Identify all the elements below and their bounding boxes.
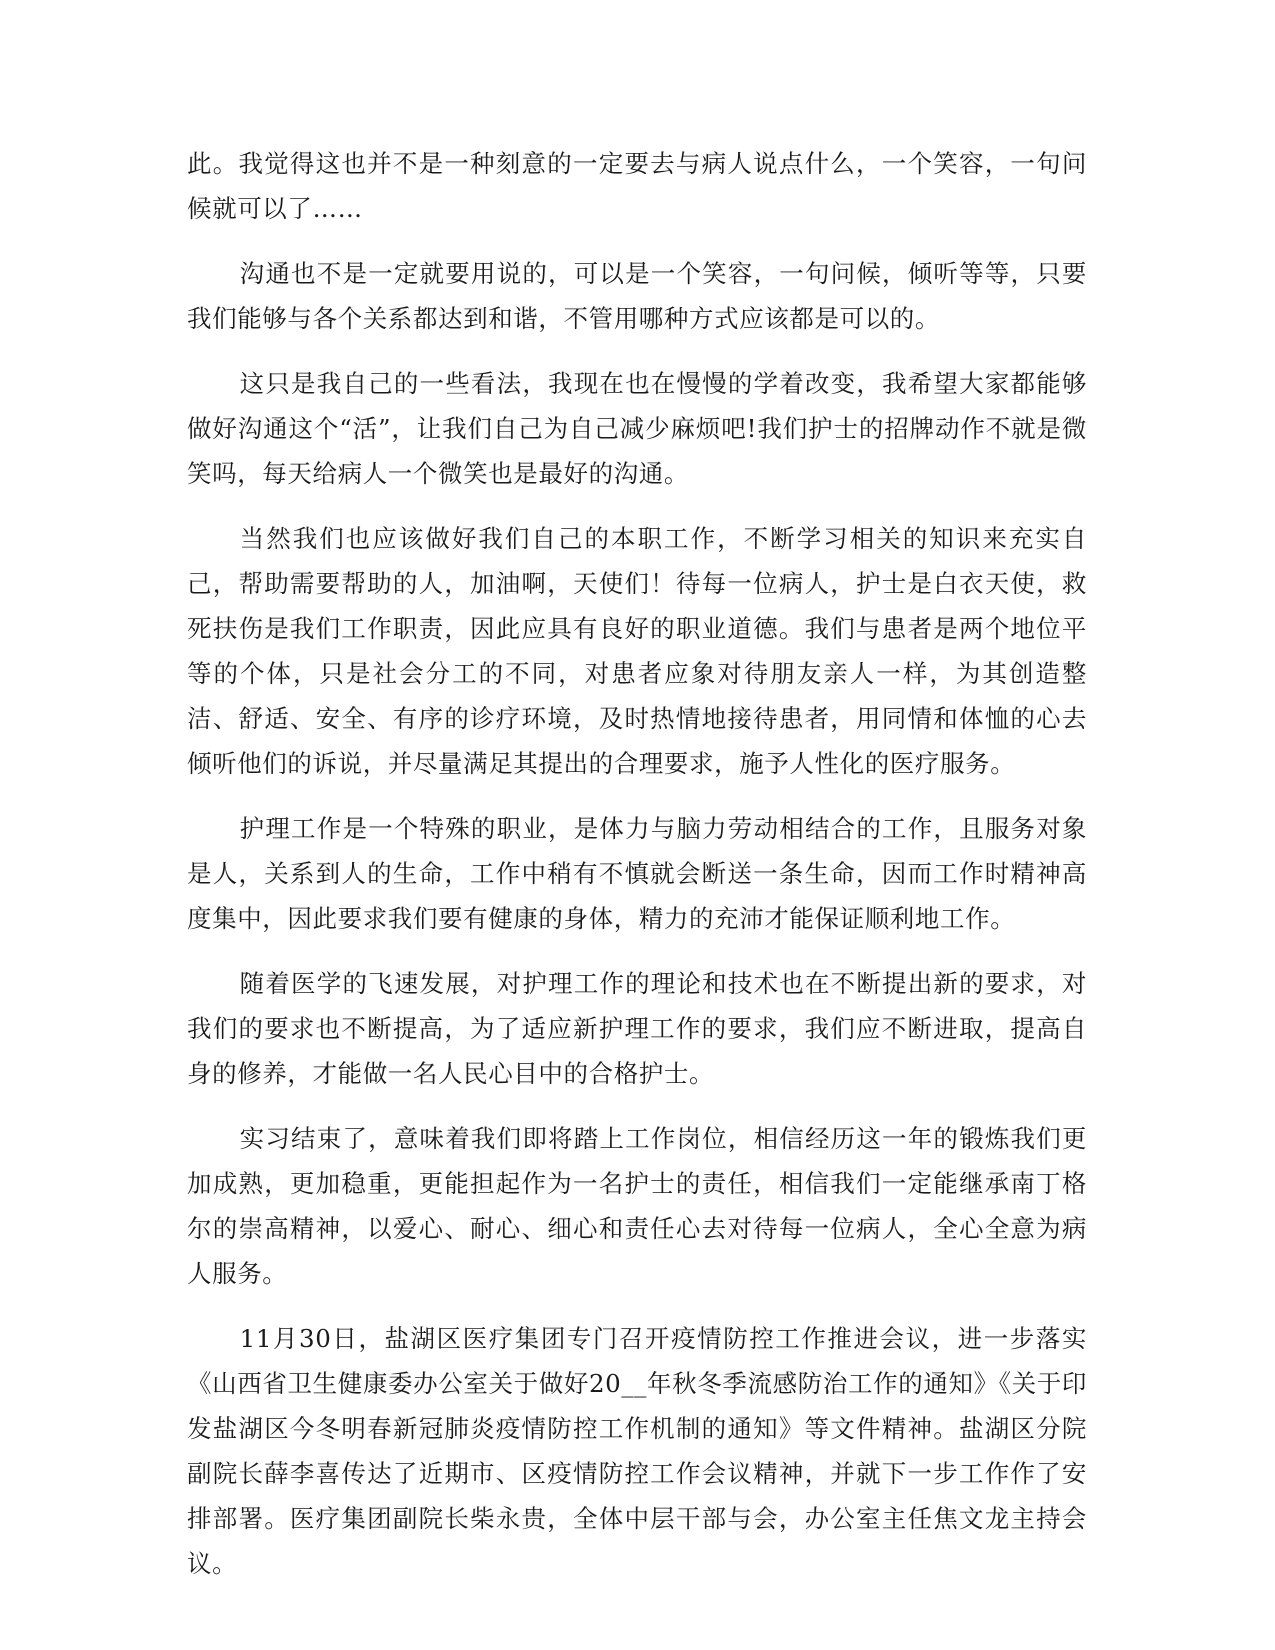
paragraph-nursing-work: 护理工作是一个特殊的职业，是体力与脑力劳动相结合的工作，且服务对象是人，关系到人的生命，工作中稍有不慎就会断送一条生命，因而工作时精神高度集中，因此要求我们要有健康的身体，精力的充沛才能保证顺利地工作。	[187, 814, 1087, 933]
paragraph-meeting-news: 11月30日，盐湖区医疗集团专门召开疫情防控工作推进会议，进一步落实《山西省卫生健康委办公室关于做好20__年秋冬季流感防治工作的通知》《关于印发盐湖区今冬明春新冠肺炎疫情防控工作机制的通知》等文件精神。盐湖区分院副院长薛李喜传达了近期市、区疫情防控工作会议精神，并就下一步工作作了安排部署。医疗集团副院长柴永贵，全体中层干部与会，办公室主任焦文龙主持会议。	[187, 1324, 1087, 1578]
paragraph-internship-end: 实习结束了，意味着我们即将踏上工作岗位，相信经历这一年的锻炼我们更加成熟，更加稳重，更能担起作为一名护士的责任，相信我们一定能继承南丁格尔的崇高精神，以爱心、耐心、细心和责任心去对待每一位病人，全心全意为病人服务。	[187, 1124, 1087, 1288]
paragraph-medical-development: 随着医学的飞速发展，对护理工作的理论和技术也在不断提出新的要求，对我们的要求也不断提高，为了适应新护理工作的要求，我们应不断进取，提高自身的修养，才能做一名人民心目中的合格护士。	[187, 969, 1087, 1088]
paragraph-continuation: 此。我觉得这也并不是一种刻意的一定要去与病人说点什么，一个笑容，一句问候就可以了……	[187, 149, 1087, 223]
document-body	[187, 141, 1087, 1606]
paragraph-personal-view: 这只是我自己的一些看法，我现在也在慢慢的学着改变，我希望大家都能够做好沟通这个“活”，让我们自己为自己减少麻烦吧!我们护士的招牌动作不就是微笑吗，每天给病人一个微笑也是最好的沟通。	[187, 369, 1087, 488]
paragraph-communication: 沟通也不是一定就要用说的，可以是一个笑容，一句问候，倾听等等，只要我们能够与各个关系都达到和谐，不管用哪种方式应该都是可以的。	[187, 259, 1087, 333]
paragraph-duty: 当然我们也应该做好我们自己的本职工作，不断学习相关的知识来充实自己，帮助需要帮助的人，加油啊，天使们！待每一位病人，护士是白衣天使，救死扶伤是我们工作职责，因此应具有良好的职业道德。我们与患者是两个地位平等的个体，只是社会分工的不同，对患者应象对待朋友亲人一样，为其创造整洁、舒适、安全、有序的诊疗环境，及时热情地接待患者，用同情和体恤的心去倾听他们的诉说，并尽量满足其提出的合理要求，施予人性化的医疗服务。	[187, 524, 1087, 778]
